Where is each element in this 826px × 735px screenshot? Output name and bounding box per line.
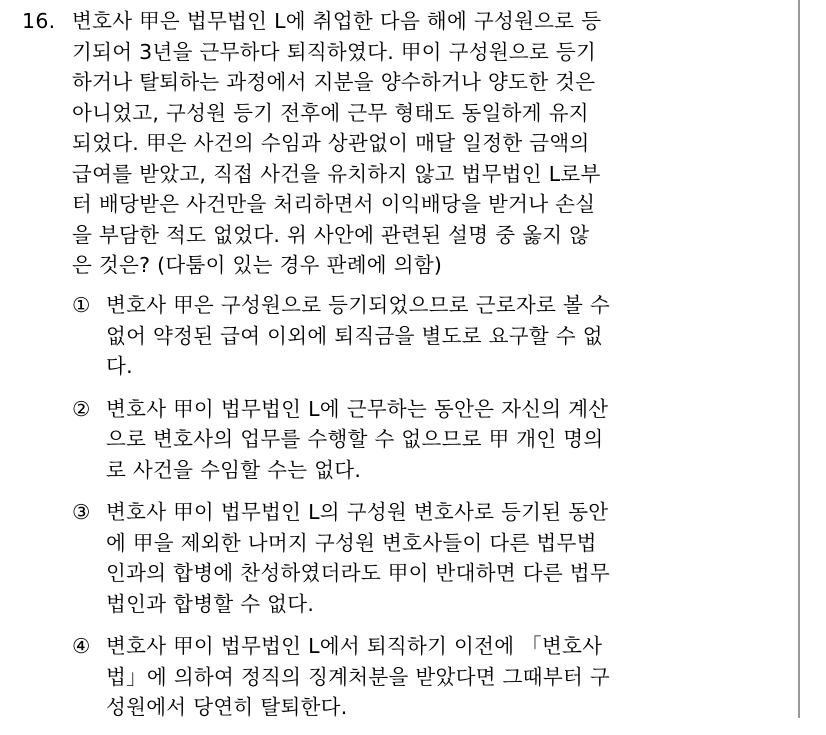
question-line — [22, 37, 762, 68]
answer-options — [72, 290, 772, 735]
option-4[interactable] — [72, 631, 772, 723]
question-line — [22, 98, 762, 129]
option-marker: ③ — [72, 500, 91, 524]
option-text-line: 법」에 의하여 정직의 징계처분을 받았다면 그때부터 구 — [106, 664, 610, 689]
question-text-line: 터 배당받은 사건만을 처리하면서 이익배당을 받거나 손실 — [72, 192, 596, 216]
question-line — [22, 67, 762, 98]
column-divider — [798, 0, 800, 718]
option-2[interactable] — [72, 394, 772, 486]
question-line — [22, 128, 762, 159]
option-text-line: 다. — [106, 354, 133, 378]
question-number: 16. — [22, 9, 56, 33]
option-text-line: 변호사 甲이 법무법인 L에서 퇴직하기 이전에 「변호사 — [106, 634, 603, 658]
question-stem — [22, 6, 762, 281]
option-text-line: 변호사 甲이 법무법인 L의 구성원 변호사로 등기된 동안 — [106, 500, 609, 524]
question-line — [22, 250, 762, 281]
question-line — [22, 189, 762, 220]
question-text-line: 변호사 甲은 법무법인 L에 취업한 다음 해에 구성원으로 등 — [72, 9, 602, 33]
option-marker: ④ — [72, 634, 91, 658]
option-text-line: 인과의 합병에 찬성하였더라도 甲이 반대하면 다른 법무 — [106, 561, 610, 585]
option-3[interactable] — [72, 497, 772, 619]
option-text-line: 로 사건을 수임할 수는 없다. — [106, 457, 362, 482]
option-text-line: 변호사 甲은 구성원으로 등기되었으므로 근로자로 볼 수 — [106, 293, 610, 317]
option-text-line: 으로 변호사의 업무를 수행할 수 없으므로 甲 개인 명의 — [106, 427, 604, 451]
question-text-line: 기되어 3년을 근무하다 퇴직하였다. 甲이 구성원으로 등기 — [72, 39, 597, 64]
option-text-line: 변호사 甲이 법무법인 L에 근무하는 동안은 자신의 계산 — [106, 396, 609, 421]
question-text-line: 은 것은? (다툼이 있는 경우 판례에 의함) — [72, 253, 443, 277]
question-line — [22, 6, 762, 37]
option-text-line: 에 甲을 제외한 나머지 구성원 변호사들이 다른 법무법 — [106, 530, 597, 555]
question-text-line: 되었다. 甲은 사건의 수임과 상관없이 매달 일정한 금액의 — [72, 131, 590, 155]
option-marker: ① — [72, 293, 91, 317]
option-text-line: 없어 약정된 급여 이외에 퇴직금을 별도로 요구할 수 없 — [106, 323, 603, 348]
option-text-line: 법인과 합병할 수 없다. — [106, 591, 315, 616]
question-text-line: 하거나 탈퇴하는 과정에서 지분을 양수하거나 양도한 것은 — [72, 70, 596, 94]
question-line — [22, 220, 762, 251]
question-text-line: 급여를 받았고, 직접 사건을 유치하지 않고 법무법인 L로부 — [72, 161, 601, 186]
option-marker: ② — [72, 396, 91, 421]
question-line — [22, 159, 762, 190]
question-text-line: 아니었고, 구성원 등기 전후에 근무 형태도 동일하게 유지 — [72, 100, 589, 125]
option-1[interactable] — [72, 290, 772, 382]
option-text-line: 성원에서 당연히 탈퇴한다. — [106, 695, 348, 719]
question-text-line: 을 부담한 적도 없었다. 위 사안에 관련된 설명 중 옳지 않 — [72, 222, 590, 247]
